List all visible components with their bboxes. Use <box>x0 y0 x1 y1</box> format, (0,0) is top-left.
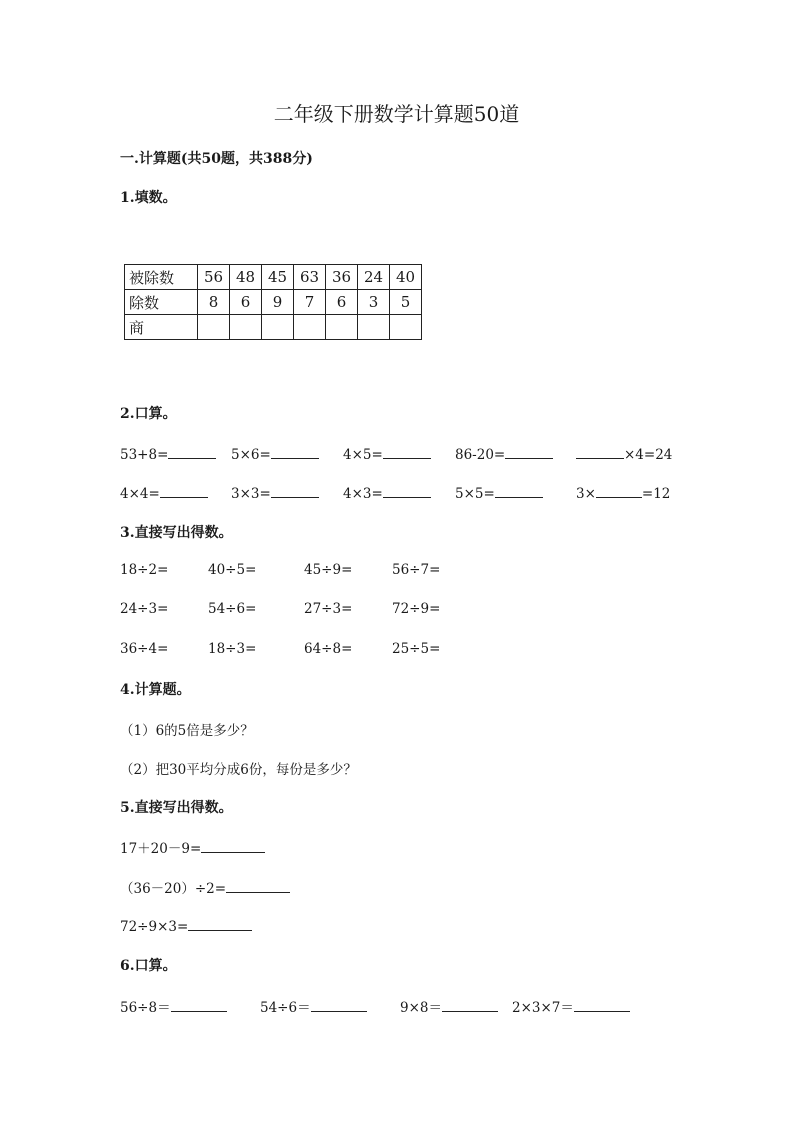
table-cell: 7 <box>294 290 326 315</box>
answer-cell[interactable] <box>230 315 262 340</box>
answer-cell[interactable] <box>358 315 390 340</box>
problem <box>120 483 208 502</box>
problem <box>120 837 265 857</box>
table-cell: 3 <box>358 290 390 315</box>
problem-text: （36－20）÷2= <box>120 881 227 897</box>
page-title: 二年级下册数学计算题50道 <box>273 102 520 126</box>
problem-text: 3×3= <box>231 486 271 502</box>
answer-blank[interactable] <box>201 838 265 853</box>
problem-text: 5×5= <box>455 486 495 502</box>
table-cell: 63 <box>294 265 326 290</box>
problem <box>343 444 431 463</box>
problem <box>576 483 670 502</box>
q3-heading: 3.直接写出得数。 <box>120 525 233 541</box>
problem-text: 2×3×7＝ <box>512 1000 574 1016</box>
row-label-quotient: 商 <box>125 315 198 340</box>
problem: 40÷5= <box>208 562 257 578</box>
problem-text: ×4=24 <box>624 447 673 463</box>
problem-text: 4×5= <box>343 447 383 463</box>
problem: 56÷7= <box>392 562 441 578</box>
answer-blank[interactable] <box>311 997 367 1012</box>
table-row <box>125 265 422 290</box>
problem-text: =12 <box>641 486 671 502</box>
answer-blank[interactable] <box>574 997 630 1012</box>
problem-text: 4×4= <box>120 486 160 502</box>
section-heading: 一.计算题(共50题，共388分) <box>120 151 313 167</box>
answer-cell[interactable] <box>198 315 230 340</box>
answer-blank[interactable] <box>226 878 290 893</box>
table-cell: 24 <box>358 265 390 290</box>
answer-blank[interactable] <box>271 483 319 498</box>
answer-cell[interactable] <box>326 315 358 340</box>
row-label-divisor: 除数 <box>125 290 198 315</box>
q6-heading: 6.口算。 <box>120 958 177 974</box>
problem <box>120 444 216 463</box>
problem <box>400 996 498 1016</box>
table-row <box>125 315 422 340</box>
problem-text: 17＋20－9= <box>120 841 202 857</box>
table-cell: 45 <box>262 265 294 290</box>
table-cell: 5 <box>390 290 422 315</box>
problem <box>343 483 431 502</box>
answer-blank[interactable] <box>171 997 227 1012</box>
answer-blank[interactable] <box>505 444 553 459</box>
answer-blank[interactable] <box>576 444 624 459</box>
problem: 36÷4= <box>120 641 169 657</box>
answer-blank[interactable] <box>383 444 431 459</box>
problem: 25÷5= <box>392 641 441 657</box>
problem: 27÷3= <box>304 601 353 617</box>
q5-heading: 5.直接写出得数。 <box>120 800 233 816</box>
answer-blank[interactable] <box>596 483 642 498</box>
answer-blank[interactable] <box>383 483 431 498</box>
row-label-dividend: 被除数 <box>125 265 198 290</box>
problem <box>120 996 227 1016</box>
problem-text: 86-20= <box>455 447 506 463</box>
answer-blank[interactable] <box>271 444 319 459</box>
problem: 18÷3= <box>208 641 257 657</box>
problem: 72÷9= <box>392 601 441 617</box>
answer-cell[interactable] <box>390 315 422 340</box>
table-cell: 56 <box>198 265 230 290</box>
problem <box>120 877 290 897</box>
table-cell: 9 <box>262 290 294 315</box>
problem <box>576 444 672 463</box>
problem <box>120 916 252 935</box>
problem-text: 3× <box>576 486 596 502</box>
problem: 54÷6= <box>208 601 257 617</box>
q4-heading: 4.计算题。 <box>120 682 191 698</box>
problem <box>455 444 553 463</box>
problem: 24÷3= <box>120 601 169 617</box>
problem <box>231 483 319 502</box>
problem-text: 56÷8＝ <box>120 1000 171 1016</box>
answer-blank[interactable] <box>168 444 216 459</box>
problem: 45÷9= <box>304 562 353 578</box>
answer-blank[interactable] <box>495 483 543 498</box>
problem: 18÷2= <box>120 562 169 578</box>
division-table <box>124 264 422 340</box>
problem-text: 72÷9×3= <box>120 919 189 935</box>
problem-text: 9×8＝ <box>400 1000 442 1016</box>
problem: 64÷8= <box>304 641 353 657</box>
word-problem: （1）6的5倍是多少？ <box>120 723 254 739</box>
problem-text: 4×3= <box>343 486 383 502</box>
q1-heading: 1.填数。 <box>120 190 177 206</box>
table-cell: 6 <box>326 290 358 315</box>
answer-cell[interactable] <box>262 315 294 340</box>
problem-text: 5×6= <box>231 447 271 463</box>
word-problem: （2）把30平均分成6份，每份是多少？ <box>120 762 357 778</box>
problem <box>512 996 630 1016</box>
q2-heading: 2.口算。 <box>120 406 177 422</box>
answer-cell[interactable] <box>294 315 326 340</box>
answer-blank[interactable] <box>160 483 208 498</box>
table-cell: 6 <box>230 290 262 315</box>
problem <box>231 444 319 463</box>
answer-blank[interactable] <box>442 997 498 1012</box>
problem-text: 54÷6＝ <box>260 1000 311 1016</box>
table-cell: 48 <box>230 265 262 290</box>
answer-blank[interactable] <box>188 916 252 931</box>
table-row <box>125 290 422 315</box>
table-cell: 36 <box>326 265 358 290</box>
problem <box>260 996 367 1016</box>
table-cell: 8 <box>198 290 230 315</box>
problem <box>455 483 543 502</box>
problem-text: 53+8= <box>120 447 169 463</box>
table-cell: 40 <box>390 265 422 290</box>
